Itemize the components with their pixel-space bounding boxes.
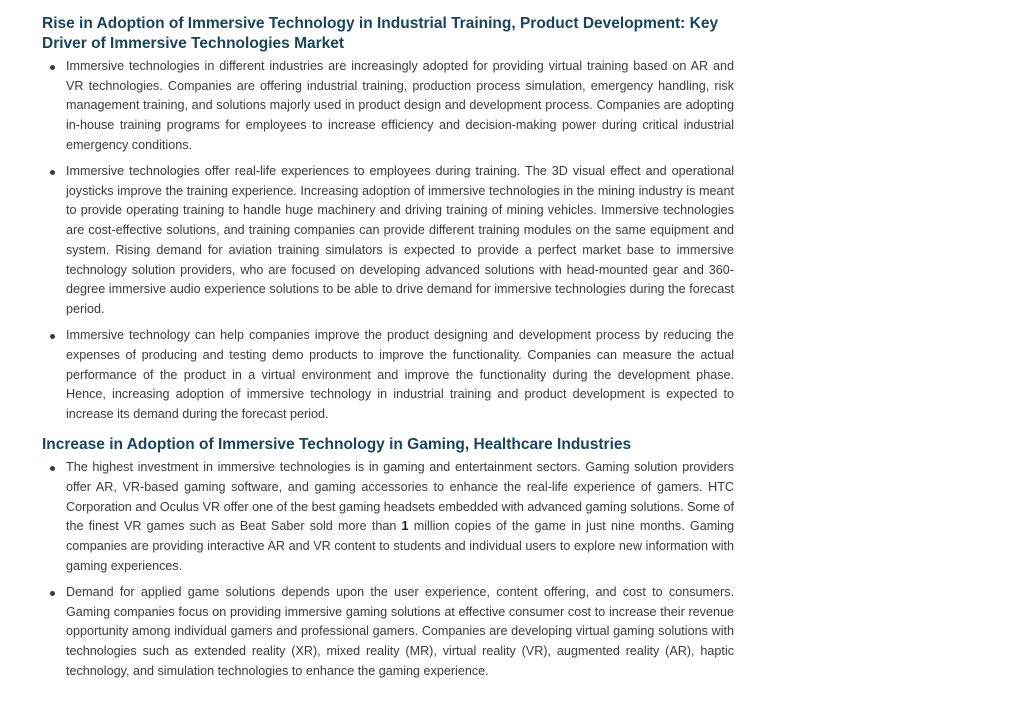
bullet-list bbox=[42, 458, 734, 681]
section-industrial-training bbox=[42, 14, 734, 425]
bullet-list bbox=[42, 57, 734, 425]
bullet-item: Immersive technologies in different industries are increasingly adopted for providing virtual training based on AR and VR technologies. Companies are offering industrial training, production process simulation, emergency handling, risk management training, and solutions majorly used in product design and development process. Companies are adopting in-house training programs for employees to increase efficiency and decision-making power during critical industrial emergency conditions. bbox=[42, 57, 734, 156]
bullet-item: Demand for applied game solutions depends upon the user experience, content offering, and cost to consumers. Gaming companies focus on providing immersive gaming solutions at effective consumer cost to increase their revenue opportunity among individual gamers and professional gamers. Companies are developing virtual gaming solutions with technologies such as extended reality (XR), mixed reality (MR), virtual reality (VR), augmented reality (AR), haptic technology, and simulation technologies to enhance the gaming experience. bbox=[42, 583, 734, 682]
section-gaming-healthcare bbox=[42, 435, 734, 682]
bullet-item: Immersive technology can help companies improve the product designing and development process by reducing the expenses of producing and testing demo products to improve the functionality. Companies can measure the actual performance of the product in a virtual environment and improve the functionality during the development phase. Hence, increasing adoption of immersive technology in industrial training and product development is expected to increase its demand during the forecast period. bbox=[42, 326, 734, 425]
document-content bbox=[42, 14, 734, 681]
bullet-text: The highest investment in immersive technologies is in gaming and entertainment sectors. Gaming solution providers offer AR, VR-based gaming software, and gaming accessories to enhance the real-life experience of gamers. HTC Corporation and Oculus VR offer one of the best gaming headsets embedded with advanced gaming solutions. Some of the finest VR games such as Beat Saber sold more than bbox=[66, 460, 734, 534]
bullet-text: million copies of the game in just nine months. Gaming companies are providing interactive AR and VR content to students and individual users to explore new information with gaming experiences. bbox=[66, 519, 734, 573]
bullet-item: Immersive technologies offer real-life experiences to employees during training. The 3D visual effect and operational joysticks improve the training experience. Increasing adoption of immersive technologies in the mining industry is meant to provide operating training to handle huge machinery and driving training of mining vehicles. Immersive technologies are cost-effective solutions, and training companies can provide different training modules on the same equipment and system. Rising demand for aviation training simulators is expected to provide a perfect market base to immersive technology solution providers, who are focused on developing advanced solutions with head-mounted gear and 360-degree immersive audio experience solutions to be able to drive demand for immersive technologies during the forecast period. bbox=[42, 162, 734, 320]
highlight-number: 1 bbox=[401, 519, 409, 534]
bullet-item bbox=[42, 458, 734, 576]
section-heading: Increase in Adoption of Immersive Technology in Gaming, Healthcare Industries bbox=[42, 435, 632, 453]
section-heading: Rise in Adoption of Immersive Technology in Industrial Training, Product Development: Key Driver of Immersive Technologies Market bbox=[42, 15, 719, 52]
